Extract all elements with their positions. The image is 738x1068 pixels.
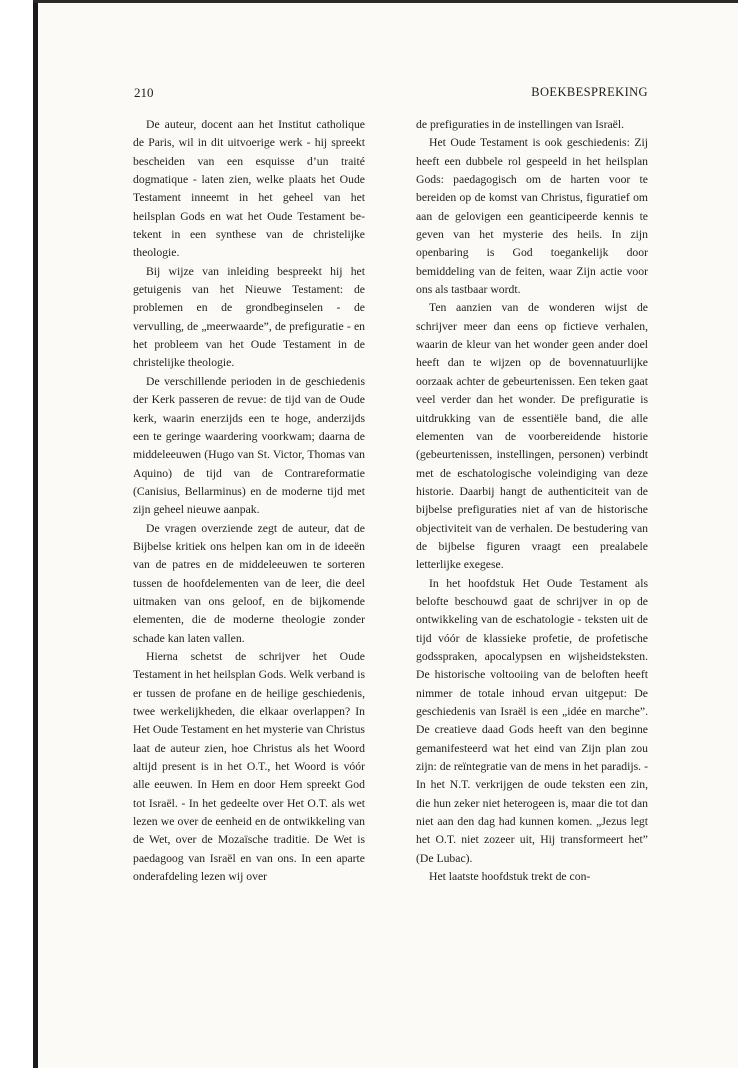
paragraph: Het laatste hoofdstuk trekt de con- — [429, 870, 591, 884]
paragraph-continued: de prefiguraties in de instellingen van Israël. — [416, 118, 625, 131]
page-number: 210 — [134, 85, 154, 100]
right-column — [416, 116, 648, 886]
paragraph: De verschillende perioden in de geschiedenis der Kerk passeren de revue: de tijd van de Oude kerk, waarin enerzijds een te hoge, anderzijds een te geringe waardering voorkwam; daarna de middeleeuwen (Hugo van St. Victor, Thomas van Aquino) de tijd van de Contrareformatie (Canisius, Bellarminus) en de moderne tijd met zijn geheel nieuwe aanpak. — [133, 374, 365, 517]
running-head: BOEKBESPREKING — [531, 85, 648, 99]
paragraph: Hierna schetst de schrijver het Oude Testament in het heilsplan Gods. Welk verband is er tussen de profane en de heilige geschiedenis, twee werkelijkheden, die elkaar overlappen? In Het Oude Testament en het mysterie van Christus laat de auteur zien, hoe Christus als het Woord altijd present is in het O.T., het Woord is vóór alle eeuwen. In Hem en door Hem spreekt God tot Israël. - In het gedeelte over Het O.T. als wet lezen we over de eenheid en de ontwikkeling van de Wet, over de Mozaïsche traditie. De Wet is paedagoog van Israël en van ons. In een aparte onderafdeling lezen wij over — [133, 649, 365, 884]
paragraph: De auteur, docent aan het Institut catholique de Paris, wil in dit uitvoerige werk - hij spreekt bescheiden van een esquisse d’un traité dogmatique - laten zien, welke plaats het Oude Testament inneemt in het geheel van het heilsplan Gods en wat het Oude Testament betekent in een synthese van de christelijke theologie. — [133, 118, 365, 260]
paragraph: Bij wijze van inleiding bespreekt hij het getuigenis van het Nieuwe Testament: de problemen en de grondbeginselen - de vervulling, de „meerwaarde”, de prefiguratie - en het probleem van het Oude Testament in de christelijke theologie. — [133, 264, 365, 370]
paragraph: Het Oude Testament is ook geschiedenis: Zij heeft een dubbele rol gespeeld in het heilsplan Gods: paedagogisch om de harten voor te bereiden op de komst van Christus, figuratief om aan de gelovigen een geanticipeerde kennis te geven van het mysterie des heils. In zijn openbaring is God toegankelijk door bemiddeling van de feiten, waar Zijn actie voor ons als tastbaar wordt. — [416, 136, 648, 297]
paragraph: De vragen overziende zegt de auteur, dat de Bijbelse kritiek ons helpen kan om in de ideeën van de patres en de middeleeuwen te sorteren tussen de hoofdelementen van de leer, die deel uitmaken van ons geloof, en de bijkomende elementen, die de moderne theologie zonder schade kan laten vallen. — [133, 521, 365, 645]
left-column — [133, 116, 365, 886]
paragraph: In het hoofdstuk Het Oude Testament als belofte beschouwd gaat de schrijver in op de ontwikkeling van de eschatologie - teksten uit de tijd vóór de klassieke profetie, de profetische godsspraken, apocalypsen en wijsheidsteksten. De historische voltooiing van de beloften heeft nimmer de totale inhoud ervan uitgeput: De geschiedenis van Israël is een „idée en marche”. De creatieve daad Gods heeft van den beginne gemanifesteerd wat het eind van Zijn plan zou zijn: de reïntegratie van de mens in het paradijs. - In het N.T. verkrijgen de oude teksten een zin, die hun zeker niet heterogeen is, maar die tot dan niet aan den dag had kunnen komen. „Jezus legt het O.T. niet zozeer uit, Hij transformeert het” (De Lubac). — [416, 576, 648, 865]
paragraph: Ten aanzien van de wonderen wijst de schrijver meer dan eens op fictieve verhalen, waarin de kleur van het wonder geen ander doel heeft dan te wijzen op de bovennatuurlijke oorzaak achter de gebeurtenissen. Een teken gaat veel verder dan het wonder. De prefiguratie is uitdrukking van de essentiële band, die alle elementen van de voorbereidende historie (gebeurtenissen, instellingen, personen) verbindt met de eschatologische voleindiging van deze historie. Daarbij hangt de authenticiteit van de bijbelse prefiguraties niet af van de historische objectiviteit van de verhalen. De bestudering van de bijbelse figuren vraagt een prealabele letterlijke exegese. — [416, 301, 648, 572]
